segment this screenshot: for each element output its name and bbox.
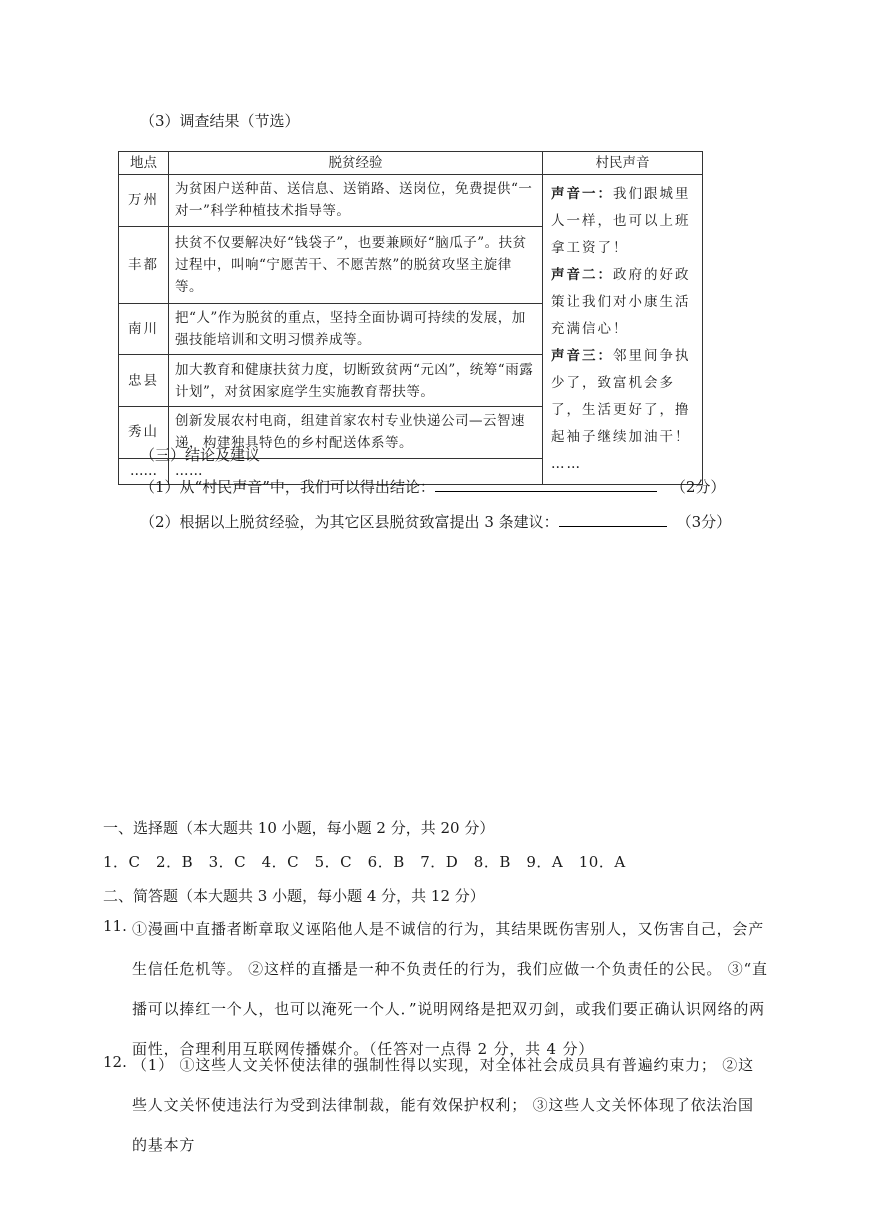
voice-text: 我们跟城里人一样，也可以上班拿工资了！ [551, 186, 691, 256]
experience-cell: 把“人”作为脱贫的重点，坚持全面协调可持续的发展，加强技能培训和文明习惯养成等。 [169, 303, 543, 355]
voice-tag: 声音二： [551, 267, 613, 283]
question-1-score: （2分） [670, 478, 726, 496]
voice-item [551, 181, 694, 262]
place-cell: 丰都 [119, 226, 169, 303]
answer-blank [559, 512, 667, 527]
voice-item [551, 343, 694, 451]
experience-cell: 加大教育和健康扶贫力度，切断致贫两“元凶”，统筹“雨露计划”，对贫困家庭学生实施教育帮扶等。 [169, 355, 543, 407]
voices-more: …… [551, 456, 582, 472]
experience-cell: 扶贫不仅要解决好“钱袋子”，也要兼顾好“脑瓜子”。扶贫过程中，叫响“宁愿苦干、不愿苦熬”的脱贫攻坚主旋律等。 [169, 226, 543, 303]
section1-title: 一、选择题（本大题共 10 小题，每小题 2 分，共 20 分） [103, 819, 495, 837]
voice-tag: 声音三： [551, 348, 613, 364]
question-1 [140, 476, 725, 497]
question-2-text: （2）根据以上脱贫经验，为其它区县脱贫致富提出 3 条建议： [140, 513, 559, 531]
section2-title: 二、简答题（本大题共 3 小题，每小题 4 分，共 12 分） [103, 887, 485, 905]
survey-heading: （3）调查结果（节选） [140, 112, 300, 130]
place-cell: 忠县 [119, 355, 169, 407]
question-2-score: （3分） [676, 513, 732, 531]
column-header-voices: 村民声音 [543, 152, 703, 175]
answer-blank [435, 477, 657, 492]
experience-cell: …… [169, 458, 543, 484]
voice-item [551, 262, 694, 343]
question-1-text: （1）从“村民声音”中，我们可以得出结论： [140, 478, 435, 496]
question-12-answer: （1） ①这些人文关怀使法律的强制性得以实现，对全体社会成员具有普遍约束力； ②这些人文关怀使违法行为受到法律制裁，能有效保护权利； ③这些人文关怀体现了依法治国的基本方 [132, 1056, 754, 1154]
section1-answers: 1．C 2．B 3．C 4．C 5．C 6．B 7．D 8．B 9．A 10．A [103, 853, 626, 871]
place-cell: 南川 [119, 303, 169, 355]
table-row [119, 175, 703, 227]
voice-text: 邻里间争执少了，致富机会多了，生活更好了，撸起袖子继续加油干！ [551, 348, 691, 445]
experience-cell: 创新发展农村电商，组建首家农村专业快递公司—云智速递，构建独具特色的乡村配送体系等。 [169, 406, 543, 458]
column-header-experience: 脱贫经验 [169, 152, 543, 175]
question-12-number: 12. [103, 1053, 127, 1071]
survey-table [118, 151, 703, 485]
voices-cell [543, 175, 703, 485]
place-cell: …… [119, 458, 169, 484]
conclusion-heading: （三）结论及建议 [140, 446, 261, 464]
voice-tag: 声音一： [551, 186, 613, 202]
question-11-answer: ①漫画中直播者断章取义诬陷他人是不诚信的行为，其结果既伤害别人，又伤害自己，会产生信任危机等。 ②这样的直播是一种不负责任的行为，我们应做一个负责任的公民。 ③“直播可以捧红一个人，也可以淹死一个人．”说明网络是把双刃剑，或我们要正确认识网络的两面性，合理利用互联网传播媒介。（任答对一点得 2 分，共 4 分） [132, 920, 768, 1058]
column-header-place: 地点 [119, 152, 169, 175]
experience-cell: 为贫困户送种苗、送信息、送销路、送岗位，免费提供“一对一”科学种植技术指导等。 [169, 175, 543, 227]
voice-text: 政府的好政策让我们对小康生活充满信心！ [551, 267, 691, 337]
question-2 [140, 511, 731, 532]
place-cell: 秀山 [119, 406, 169, 458]
question-11-number: 11. [103, 917, 127, 935]
place-cell: 万州 [119, 175, 169, 227]
